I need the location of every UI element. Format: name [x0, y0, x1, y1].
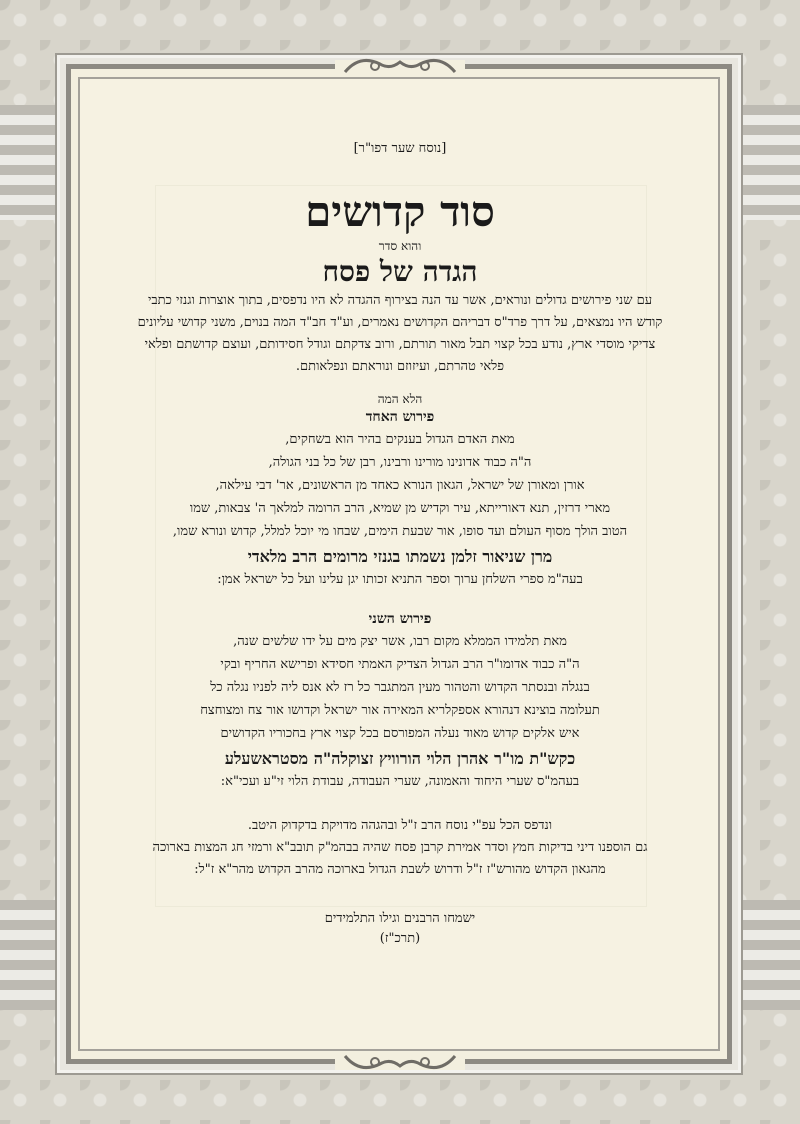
commentary-author: כקש"ת מו"ר אהרן הלוי הורוויץ זצוקלה"ה מסטראשעלע: [224, 749, 576, 768]
printing-note: [100, 815, 700, 881]
commentary-works: בעהמ"ס שערי היחוד והאמונה, שערי העבודה, עבודת הלוי זי"ע ועכי"א:: [220, 774, 580, 789]
intro-line: פלאי טהרתם, ועיזוזם ונוראתם ונפלאותם.: [295, 359, 505, 374]
publication-year: (תרכ"ז): [379, 931, 421, 946]
commentary-first: [100, 409, 700, 591]
commentary-line: מאת האדם הגדול בענקים בהיר הוא בשחקים,: [285, 432, 515, 447]
commentary-line: איש אלקים קדוש מאוד נעלה המפורסם בכל קצוי ארץ בחכוריו הקדושים: [220, 726, 580, 741]
bottom-ornament-icon: [335, 1046, 465, 1076]
commentary-heading: פירוש האחד: [365, 409, 435, 425]
title-page-content: [100, 140, 700, 949]
commentary-second: [100, 611, 700, 793]
commentary-line: תעלומה בוצינא דנהורא אספקלריא המאירה אור ישראל וקדושו אור צח ומצוחצח: [200, 703, 600, 718]
halo-heading: הלא המה: [377, 392, 423, 406]
printing-line: גם הוספנו דיני בדיקות חמץ וסדר אמירת קרבן פסח שהיה בבהמ"ק תובב"א ורמזי חג המצות בארוכה: [152, 840, 648, 855]
commentary-line: מארי דרזין, תנא דאורייתא, עיר וקדיש מן שמיא, הרב הרומה למלאך ה' צבאות, שמו: [189, 501, 611, 516]
intro-paragraph: [100, 290, 700, 378]
book-subtitle: הגדה של פסח: [322, 255, 478, 288]
commentary-line: הטוב הולך מסוף העולם ועד סופו, אור שבעת הימים, שבחו מי יוכל למלל, קדוש ונורא שמו,: [172, 524, 628, 539]
signature-line: ישמחו הרבנים וגילו התלמידים: [324, 911, 476, 926]
commentary-line: מאת תלמידו הממלא מקום רבו, אשר יצק מים על ידו שלשים שנה,: [233, 634, 567, 649]
intro-line: צדיקי מוסדי ארץ, נודע בכל קצוי תבל מאור תורתם, ורוב צדקתם וגודל חסידותם, ועוצם קדושתם ופלאי: [144, 337, 656, 352]
commentary-line: אורן ומאורן של ישראל, הגאון הנורא כאחד מן הראשונים, אר' דבי עילאה,: [215, 478, 585, 493]
printing-line: ונדפס הכל עפ"י נוסח הרב ז"ל ובהגהה מדויקת בדקדוק היטב.: [247, 818, 553, 833]
commentary-line: ה"ה כבוד אדונינו מורינו ורבינו, רבן של כל בני הגולה,: [268, 455, 532, 470]
top-ornament-icon: [335, 52, 465, 82]
intro-line: קודש היו נמצאים, על דרך פרד"ס דבריהם הקדושים נאמרים, וע"ד חב"ד המה בנוים, משני קדושי עליונים: [137, 315, 663, 330]
commentary-works: בעה"מ ספרי השלחן ערוך וספר התניא זכותו יגן עלינו ועל כל ישראל אמן:: [217, 572, 583, 587]
closing-signature: [100, 909, 700, 949]
commentary-line: בנגלה ובנסתר הקדוש והטהור מעין המתגבר כל רז לא אנס ליה לפניו נגלה כל: [210, 680, 590, 695]
subtitle-intro: והוא סדר: [378, 239, 422, 253]
variant-note: [נוסח שער דפו"ר]: [353, 141, 447, 156]
commentary-author: מרן שניאור זלמן נשמתו בגנזי מרומים הרב מלאדי: [247, 547, 553, 566]
commentary-heading: פירוש השני: [368, 611, 432, 627]
commentary-line: ה"ה כבוד אדומו"ר הרב הגדול הצדיק האמתי חסידא ופרישא החריף ובקי: [220, 657, 580, 672]
intro-line: עם שני פירושים גדולים ונוראים, אשר עד הנה בצירוף ההגדה לא היו נדפסים, בתוך אוצרות וגנזי כתבי: [147, 293, 653, 308]
book-title: סוד קדושים: [305, 187, 495, 236]
printing-line: מהגאון הקדוש מהורש"ז ז"ל ודרוש לשבת הגדול בארוכה מהרב הקדוש מהר"א ז"ל:: [194, 862, 606, 877]
